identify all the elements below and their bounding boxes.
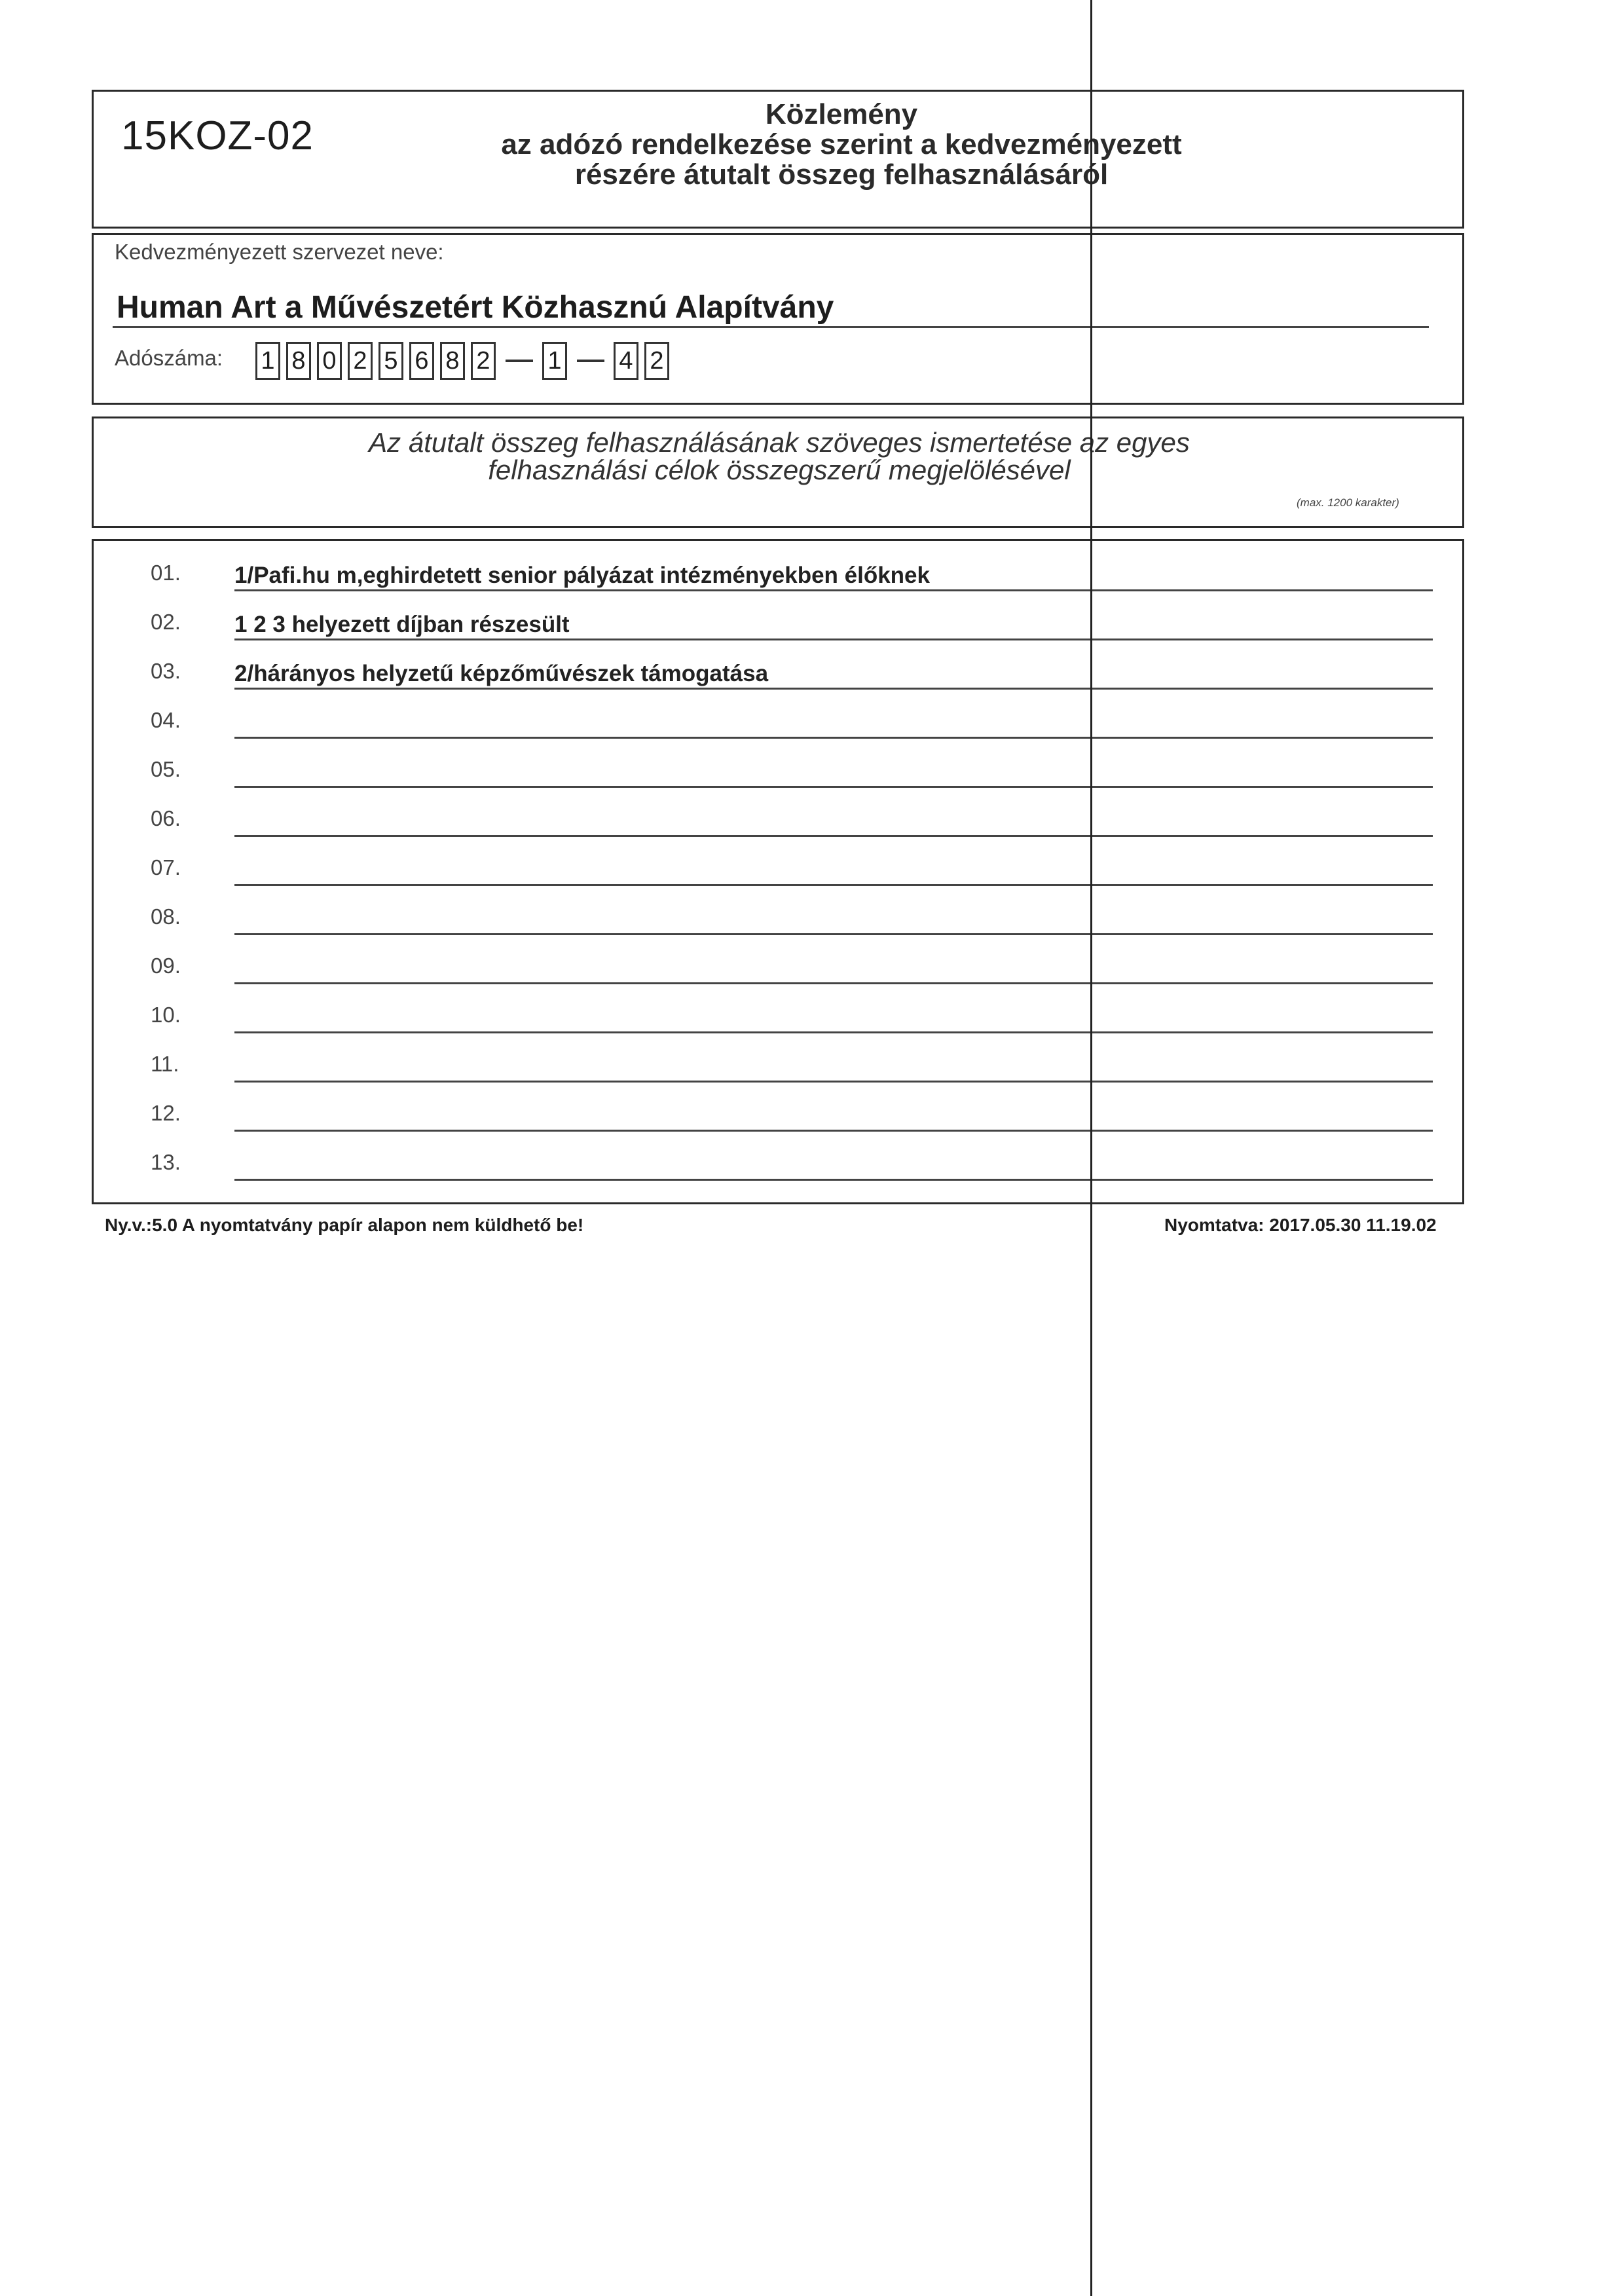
line-number: 09. [151,954,181,978]
description-line-2: felhasználási célok összegszerű megjelölésével [488,454,1071,485]
list-item [92,843,1464,893]
line-number: 02. [151,610,181,634]
form-code: 15KOZ-02 [121,113,314,158]
line-underline [234,982,1433,984]
line-underline [234,1081,1433,1083]
line-underline [234,786,1433,788]
line-underline [234,639,1433,640]
tax-digit: 2 [644,342,669,380]
tax-digit: 2 [348,342,373,380]
line-number: 05. [151,757,181,781]
tax-digit: 6 [409,342,434,380]
organization-name: Human Art a Művészetért Közhasznú Alapítvány [117,290,834,325]
line-number: 01. [151,561,181,585]
line-number: 07. [151,855,181,880]
line-number: 11. [151,1052,179,1076]
list-item [92,1089,1464,1138]
line-underline [234,1179,1433,1181]
line-underline [234,1031,1433,1033]
line-text: 1 2 3 helyezett díjban részesült [234,612,570,637]
line-underline [234,933,1433,935]
form-title [367,100,1316,190]
footer-print-date: Nyomtatva: 2017.05.30 11.19.02 [1164,1215,1437,1235]
line-number: 04. [151,708,181,732]
line-underline [234,589,1433,591]
list-item [92,991,1464,1040]
max-characters-note: (max. 1200 karakter) [1297,496,1399,509]
tax-digit: 1 [542,342,567,380]
line-underline [234,1130,1433,1132]
tax-digit: 8 [440,342,465,380]
tax-digit: 2 [471,342,496,380]
scan-fold-line [1090,0,1092,2296]
title-line-1: Közlemény [765,98,918,130]
description-heading [288,429,1270,484]
organization-name-underline [113,326,1429,328]
list-item [92,745,1464,794]
list-item [92,647,1464,696]
tax-digit: 8 [286,342,311,380]
tax-digit: 5 [378,342,403,380]
title-line-3: részére átutalt összeg felhasználásáról [574,158,1109,191]
line-text: 1/Pafi.hu m,eghirdetett senior pályázat intézményekben élőknek [234,563,930,588]
line-number: 13. [151,1150,181,1174]
organization-label: Kedvezményezett szervezet neve: [115,240,444,264]
list-item [92,893,1464,942]
list-item [92,794,1464,843]
line-underline [234,884,1433,886]
line-underline [234,688,1433,690]
line-number: 12. [151,1101,181,1125]
tax-separator [577,360,604,362]
list-item [92,1040,1464,1089]
list-item [92,1138,1464,1187]
list-item [92,696,1464,745]
tax-digit: 0 [317,342,342,380]
line-number: 03. [151,659,181,683]
list-item [92,598,1464,647]
title-line-2: az adózó rendelkezése szerint a kedvezményezett [501,128,1182,160]
tax-number-label: Adószáma: [115,346,223,370]
tax-digit: 4 [614,342,638,380]
tax-digit: 1 [255,342,280,380]
line-text: 2/hárányos helyzetű képzőművészek támogatása [234,661,769,686]
footer-version-note: Ny.v.:5.0 A nyomtatvány papír alapon nem küldhető be! [105,1215,584,1235]
description-line-1: Az átutalt összeg felhasználásának szöveges ismertetése az egyes [369,427,1190,458]
list-item [92,549,1464,598]
line-number: 06. [151,806,181,830]
line-number: 10. [151,1003,181,1027]
tax-number-field [255,342,675,380]
list-item [92,942,1464,991]
line-underline [234,737,1433,739]
line-underline [234,835,1433,837]
line-number: 08. [151,904,181,929]
tax-separator [506,360,533,362]
